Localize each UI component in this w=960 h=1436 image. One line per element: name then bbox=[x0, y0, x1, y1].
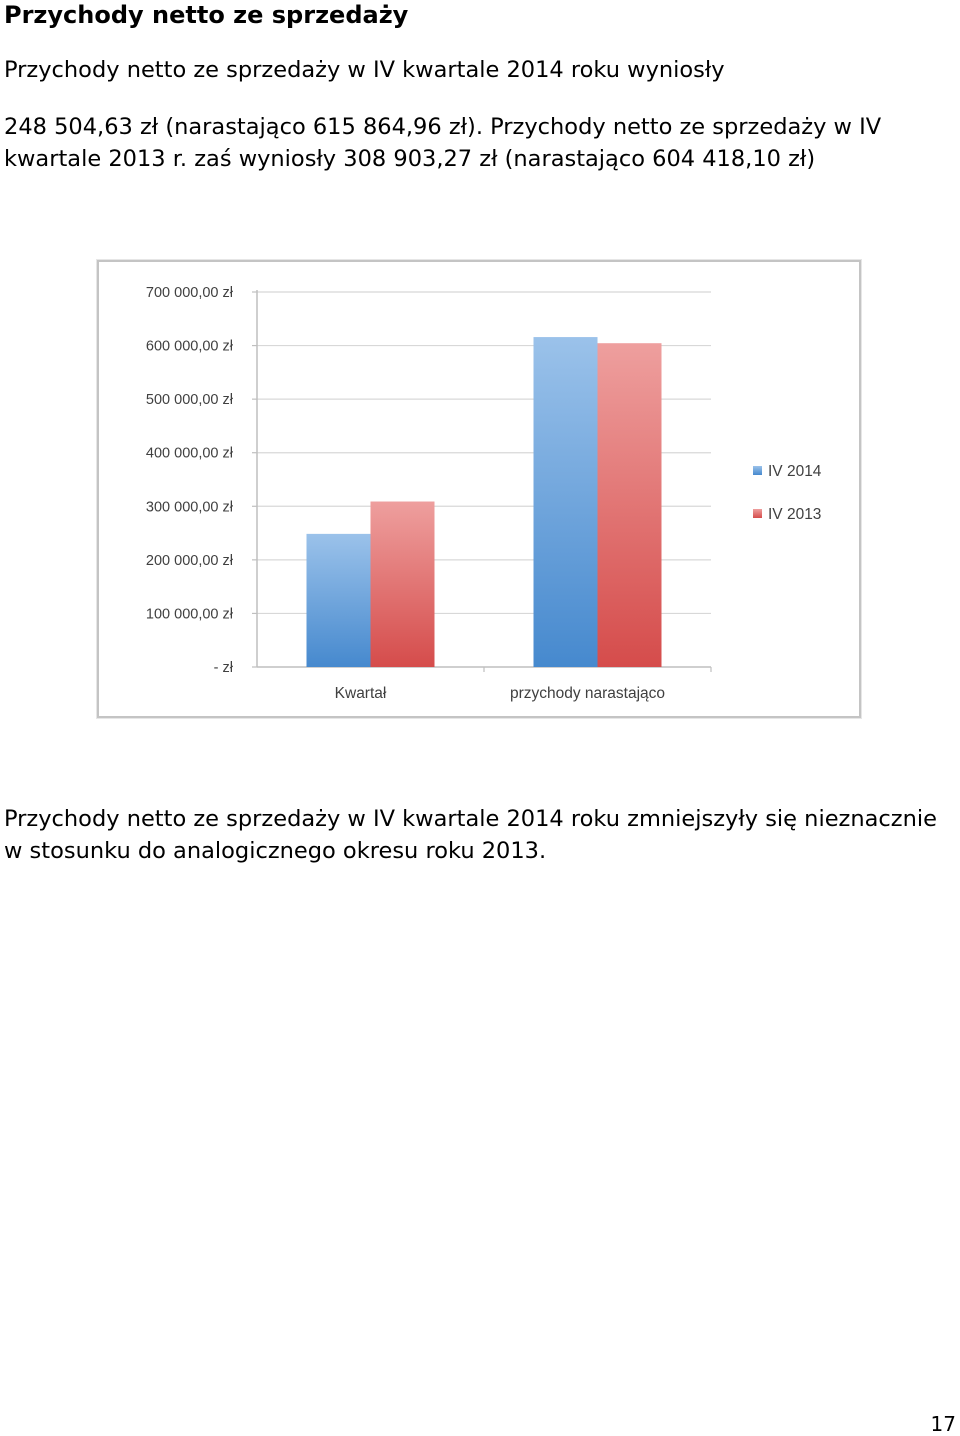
y-tick-label: 200 000,00 zł bbox=[145, 552, 233, 569]
chart-canvas bbox=[99, 262, 859, 716]
y-tick-label: 600 000,00 zł bbox=[145, 338, 233, 355]
x-tick-label: Kwartał bbox=[334, 685, 387, 702]
y-tick-label: 500 000,00 zł bbox=[145, 392, 233, 409]
y-tick-label: 700 000,00 zł bbox=[145, 285, 233, 301]
legend-swatch bbox=[753, 509, 762, 518]
y-tick-label: - zł bbox=[213, 660, 233, 676]
y-tick-label: 400 000,00 zł bbox=[145, 445, 233, 462]
x-tick-label: przychody narastająco bbox=[509, 685, 666, 702]
bar bbox=[307, 534, 371, 667]
y-tick-label: 100 000,00 zł bbox=[145, 606, 233, 623]
bar bbox=[598, 343, 662, 667]
page-number: 17 bbox=[930, 1412, 956, 1436]
revenue-chart bbox=[97, 260, 861, 718]
y-tick-label: 300 000,00 zł bbox=[145, 499, 233, 516]
legend-label: IV 2013 bbox=[768, 506, 822, 523]
legend-label: IV 2014 bbox=[768, 463, 822, 480]
bar bbox=[534, 337, 598, 667]
page-heading: Przychody netto ze sprzedaży bbox=[4, 1, 409, 29]
legend-swatch bbox=[753, 466, 762, 475]
revenue-paragraph: 248 504,63 zł (narastająco 615 864,96 zł). Przychody netto ze sprzedaży w IV kwartale 2013 r. zaś wyniosły 308 903,27 zł (narastająco 604 418,10 zł) bbox=[4, 114, 882, 172]
conclusion-paragraph: Przychody netto ze sprzedaży w IV kwartale 2014 roku zmniejszyły się nieznacznie w stosunku do analogicznego okresu roku 2013. bbox=[4, 806, 937, 864]
intro-paragraph: Przychody netto ze sprzedaży w IV kwartale 2014 roku wyniosły bbox=[4, 57, 725, 83]
bar bbox=[371, 502, 435, 667]
